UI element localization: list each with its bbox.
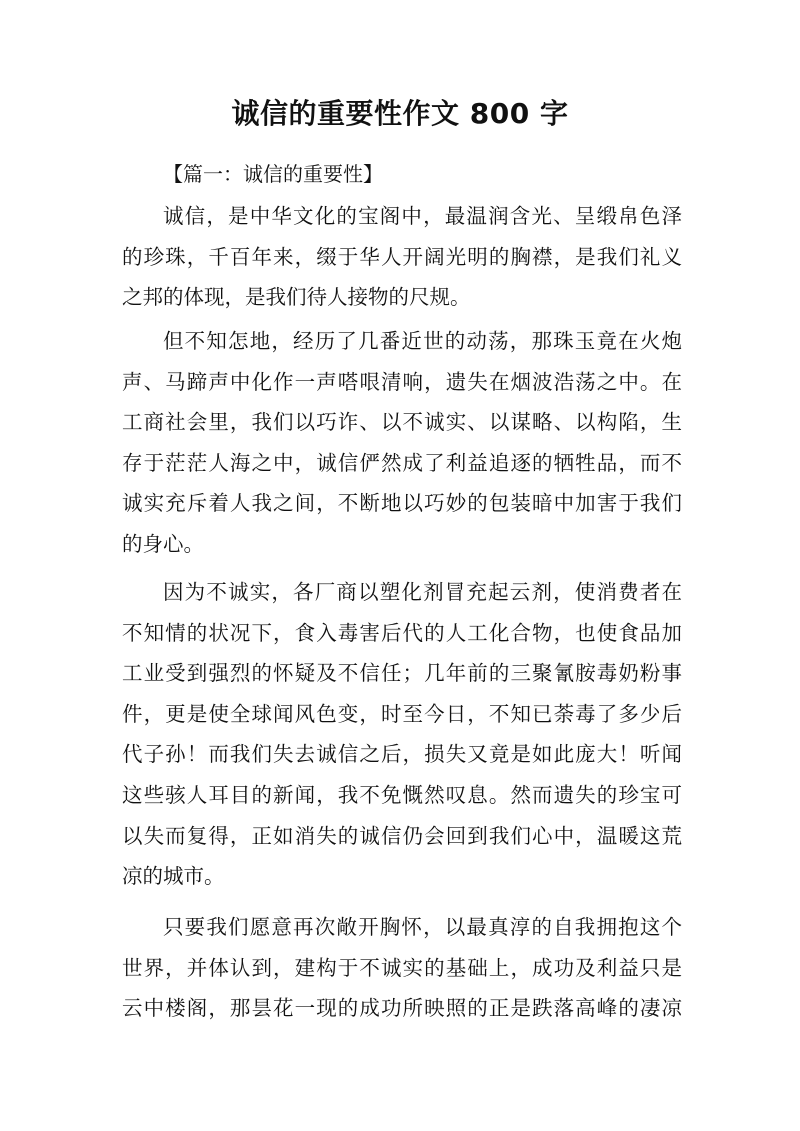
- paragraph-line: 只要我们愿意再次敞开胸怀，以最真淳的自我拥抱这个: [163, 915, 682, 939]
- paragraph-line: 这些骇人耳目的新闻，我不免慨然叹息。然而遗失的珍宝可: [122, 782, 682, 807]
- paragraph-line: 不知情的状况下，食入毒害后代的人工化合物，也使食品加: [122, 620, 682, 645]
- paragraph-line: 的珍珠，千百年来，缀于华人开阔光明的胸襟，是我们礼义: [122, 244, 682, 269]
- paragraph-line: 世界，并体认到，建构于不诚实的基础上，成功及利益只是: [122, 955, 682, 980]
- paragraph-line: 以失而复得，正如消失的诚信仍会回到我们心中，温暖这荒: [122, 823, 682, 848]
- paragraph-line: 诚实充斥着人我之间，不断地以巧妙的包装暗中加害于我们: [122, 491, 682, 516]
- paragraph-line: 件，更是使全球闻风色变，时至今日，不知已荼毒了多少后: [122, 701, 682, 726]
- paragraph-line: 声、马蹄声中化作一声嗒哏清响，遗失在烟波浩荡之中。在: [122, 369, 682, 394]
- paragraph-3: [122, 572, 682, 897]
- paragraph-line: 之邦的体现，是我们待人接物的尺规。: [122, 285, 471, 310]
- paragraph-line: 凉的城市。: [122, 864, 225, 889]
- paragraph-line: 存于茫茫人海之中，诚信俨然成了利益追逐的牺牲品，而不: [122, 450, 682, 475]
- document-title: 诚信的重要性作文 800 字: [231, 97, 569, 130]
- paragraph-line: 的身心。: [122, 531, 204, 556]
- paragraph-line: 工业受到强烈的怀疑及不信任；几年前的三聚氰胺毒奶粉事: [122, 661, 682, 686]
- section-heading: 【篇一：诚信的重要性】: [163, 162, 383, 186]
- paragraph-line: 因为不诚实，各厂商以塑化剂冒充起云剂，使消费者在: [163, 580, 682, 604]
- paragraph-line: 代子孙！而我们失去诚信之后，损失又竟是如此庞大！听闻: [122, 742, 682, 767]
- paragraph-2: [122, 321, 682, 565]
- paragraph-line: 但不知怎地，经历了几番近世的动荡，那珠玉竟在火炮: [163, 329, 682, 353]
- paragraph-line: 工商社会里，我们以巧诈、以不诚实、以谋略、以构陷，生: [122, 410, 682, 435]
- paragraph-line: 云中楼阁，那昙花一现的成功所映照的正是跌落高峰的凄凉: [122, 996, 682, 1021]
- paragraph-line: 诚信，是中华文化的宝阁中，最温润含光、呈缎帛色泽: [163, 204, 682, 228]
- paragraph-4: [122, 907, 682, 1029]
- paragraph-1: [122, 196, 682, 318]
